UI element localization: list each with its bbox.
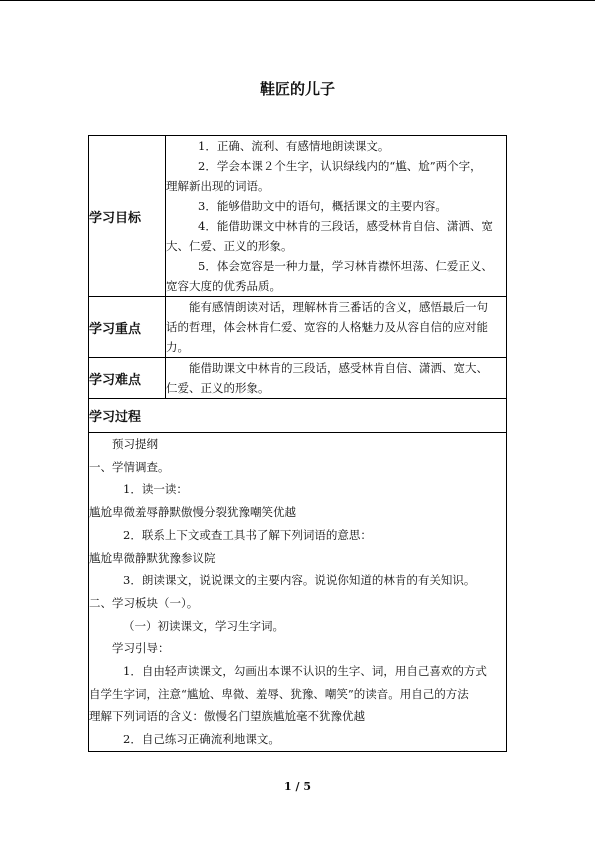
process-line: 2．联系上下文或查工具书了解下列词语的意思：: [123, 527, 372, 542]
key-point-line: 力。: [166, 340, 189, 354]
objective-line: 2．学会本课２个生字，认识绿线内的“尴、尬”两个字，: [198, 159, 482, 173]
process-line: 学习引导：: [112, 641, 170, 656]
difficulty-line: 能借助课文中林肯的三段话，感受林肯自信、潇洒、宽大、: [189, 361, 488, 375]
process-content: [89, 433, 507, 752]
process-line: （一）初读课文，学习生字词。: [123, 618, 284, 633]
process-row: [89, 433, 507, 752]
objective-line: 理解新出现的词语。: [166, 179, 270, 193]
difficulty-line: 仁爱、正义的形象。: [166, 381, 270, 395]
objective-line: 4．能借助课文中林肯的三段话，感受林肯自信、潇洒、宽: [198, 219, 493, 233]
process-line: 尴尬卑微羞辱静默傲慢分裂犹豫嘲笑优越: [89, 505, 296, 520]
difficulties-row: [89, 358, 507, 399]
process-title-row: [89, 399, 507, 433]
process-label: 学习过程: [89, 399, 507, 433]
key-points-row: [89, 297, 507, 358]
header-rule: [0, 0, 595, 1]
lesson-table: [88, 135, 507, 752]
key-points-content: [166, 297, 507, 358]
objectives-label: 学习目标: [89, 136, 166, 297]
objective-line: 5．体会宽容是一种力量，学习林肯襟怀坦荡、仁爱正义、: [198, 259, 493, 273]
process-line: 二、学习板块（一）。: [89, 595, 199, 610]
objective-line: 3．能够借助文中的语句，概括课文的主要内容。: [198, 199, 447, 213]
page-number: 1 / 5: [284, 780, 311, 793]
key-point-line: 话的哲理，体会林肯仁爱、宽容的人格魅力及从容自信的应对能: [166, 320, 488, 334]
objective-line: 宽容大度的优秀品质。: [166, 279, 281, 293]
objectives-content: [166, 136, 507, 297]
process-line: 一、学情调查。: [89, 459, 170, 474]
objectives-row: [89, 136, 507, 297]
difficulties-content: [166, 358, 507, 399]
process-line: 自学生字词，注意“尴尬、卑微、羞辱、犹豫、嘲笑”的读音。用自己的方法: [89, 686, 469, 701]
objective-line: 1．正确、流利、有感情地朗读课文。: [198, 139, 390, 153]
process-line: 预习提纲: [112, 437, 158, 451]
process-line: 1．自由轻声读课文，勾画出本课不认识的生字、词，用自己喜欢的方式: [123, 664, 487, 679]
process-line: 尴尬卑微静默犹豫参议院: [89, 550, 216, 565]
objective-line: 大、仁爱、正义的形象。: [166, 239, 293, 253]
process-line: 理解下列词语的含义：傲慢名门望族尴尬毫不犹豫优越: [89, 709, 365, 724]
page-title: 鞋匠的儿子: [259, 80, 335, 98]
process-line: 2．自己练习正确流利地课文。: [123, 732, 280, 747]
process-line: 3．朗读课文，说说课文的主要内容。说说你知道的林肯的有关知识。: [123, 573, 476, 588]
key-point-line: 能有感情朗读对话，理解林肯三番话的含义，感悟最后一句: [189, 300, 488, 314]
difficulties-label: 学习难点: [89, 358, 166, 399]
key-points-label: 学习重点: [89, 297, 166, 358]
process-line: 1．读一读：: [123, 482, 188, 497]
process-lines: [89, 433, 506, 751]
